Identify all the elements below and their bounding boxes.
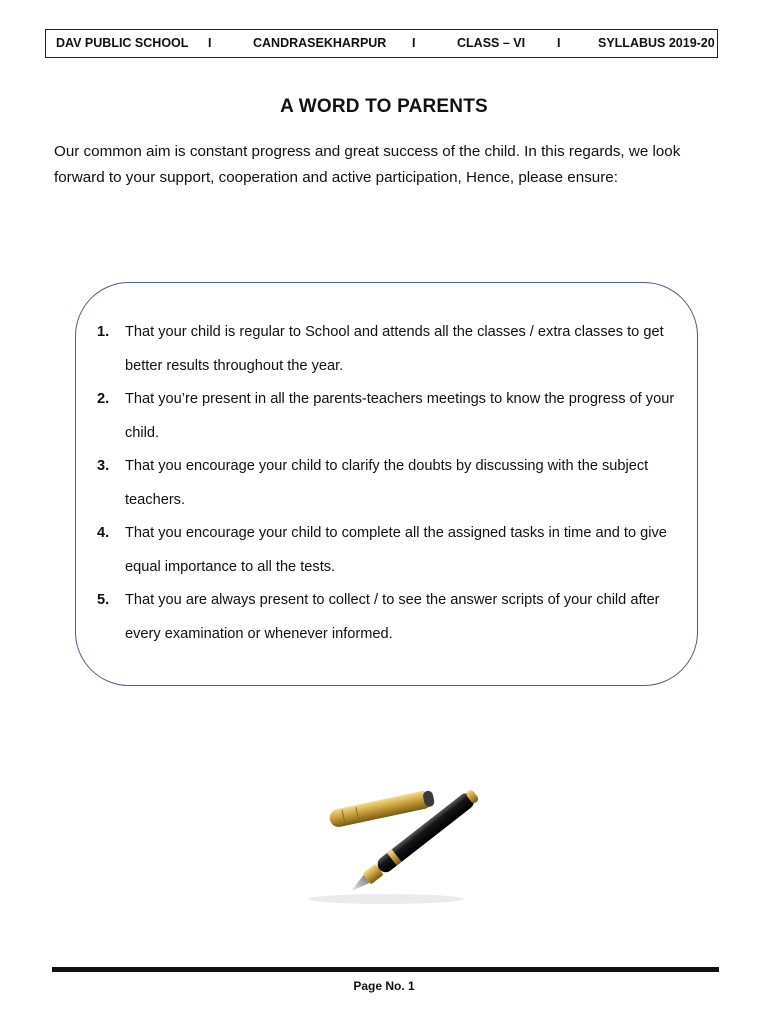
list-item-number: 3.: [97, 458, 110, 474]
list-item-text: That you’re present in all the parents-teachers meetings to know the progress of your child.: [125, 391, 675, 441]
list-item: [95, 584, 695, 651]
list-item-number: 2.: [97, 391, 110, 407]
header-class: CLASS – VI: [457, 36, 526, 50]
list-item-text: That you encourage your child to complete all the assigned tasks in time and to give equal importance to all the tests.: [125, 525, 667, 575]
header-location: CANDRASEKHARPUR: [253, 36, 387, 50]
header-box: [45, 29, 718, 58]
list-item: [95, 450, 695, 517]
list-item-text: That your child is regular to School and attends all the classes / extra classes to get better results throughout the year.: [125, 324, 664, 374]
footer-divider: [52, 967, 719, 972]
header-separator: I: [208, 36, 212, 50]
header-syllabus: SYLLABUS 2019-20: [598, 36, 715, 50]
fountain-pen-icon: [278, 773, 492, 907]
list-item-number: 1.: [97, 324, 110, 340]
header-separator: I: [557, 36, 561, 50]
pen-illustration: [278, 773, 492, 907]
list-item-text: That you encourage your child to clarify the doubts by discussing with the subject teachers.: [125, 458, 649, 508]
list-item-number: 4.: [97, 525, 110, 541]
header-separator: I: [412, 36, 416, 50]
guidelines-list: [95, 316, 695, 651]
list-item: [95, 316, 695, 383]
header-school: DAV PUBLIC SCHOOL: [56, 36, 189, 50]
intro-paragraph: Our common aim is constant progress and great success of the child. In this regards, we look forward to your support, cooperation and active participation, Hence, please ensure:: [54, 143, 681, 186]
page-number: Page No. 1: [353, 979, 415, 993]
list-item-text: That you are always present to collect / to see the answer scripts of your child after every examination or whenever informed.: [125, 592, 660, 642]
list-item: [95, 383, 695, 450]
page-title: A WORD TO PARENTS: [280, 96, 488, 117]
list-item: [95, 517, 695, 584]
list-item-number: 5.: [97, 592, 110, 608]
